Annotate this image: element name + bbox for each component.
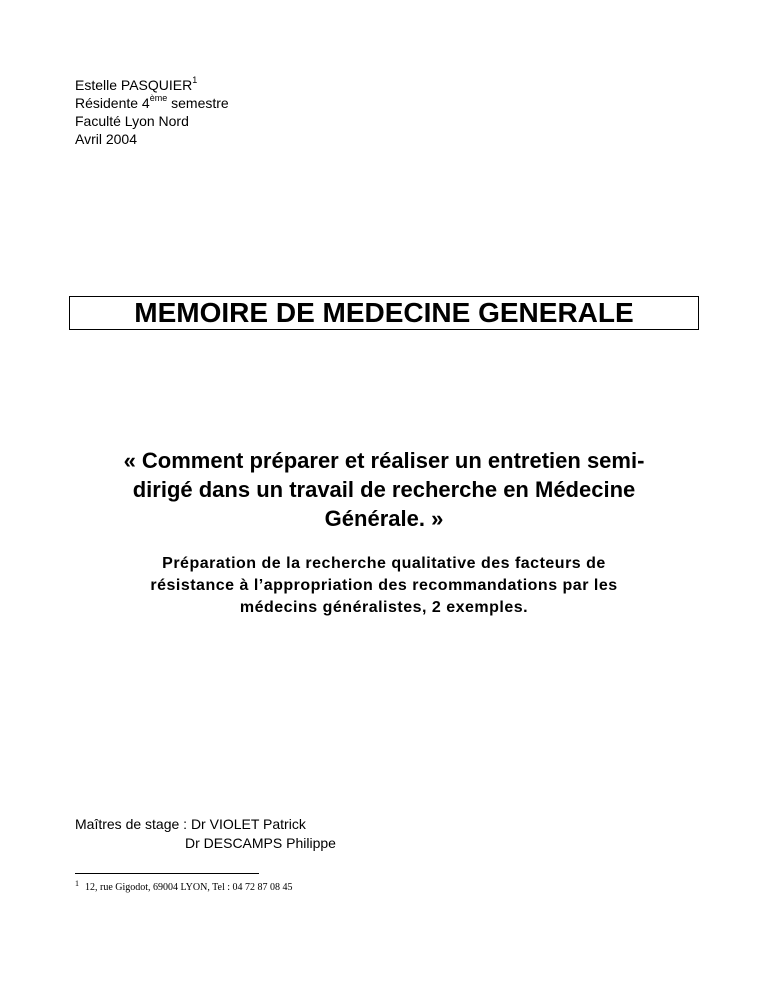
author-role-suffix: semestre — [167, 95, 229, 111]
author-role-superscript: ème — [149, 93, 168, 104]
document-title: MEMOIRE DE MEDECINE GENERALE — [134, 297, 634, 328]
subtitle-line-2: dirigé dans un travail de recherche en Médecine — [132, 477, 636, 502]
author-role-line — [75, 94, 229, 112]
author-role-prefix: Résidente 4 — [75, 95, 150, 111]
footnote: 1 12, rue Gigodot, 69004 LYON, Tel : 04 72 87 08 45 — [75, 878, 293, 893]
author-faculty: Faculté Lyon Nord — [75, 113, 189, 129]
supervisor-first: Maîtres de stage : Dr VIOLET Patrick — [75, 816, 306, 832]
subtitle-line-1: « Comment préparer et réaliser un entretien semi- — [123, 448, 645, 473]
supervisor-second: Dr DESCAMPS Philippe — [185, 835, 336, 851]
description-line-3: médecins généralistes, 2 exemples. — [239, 599, 529, 616]
author-block — [75, 76, 229, 148]
author-name: Estelle PASQUIER — [75, 77, 193, 93]
subtitle-line-3: Générale. » — [324, 506, 444, 531]
document-subtitle — [60, 446, 708, 533]
supervisors-block — [75, 815, 336, 853]
title-box — [69, 296, 699, 330]
footnote-text: 12, rue Gigodot, 69004 LYON, Tel : 04 72 87 08 45 — [85, 882, 293, 893]
author-date: Avril 2004 — [75, 131, 138, 147]
author-name-line — [75, 76, 229, 94]
description-line-1: Préparation de la recherche qualitative des facteurs de — [162, 555, 606, 572]
document-description — [74, 553, 694, 619]
description-line-2: résistance à l’appropriation des recommandations par les — [150, 577, 618, 594]
footnote-reference: 1 — [192, 75, 198, 86]
footnote-separator — [75, 873, 259, 874]
